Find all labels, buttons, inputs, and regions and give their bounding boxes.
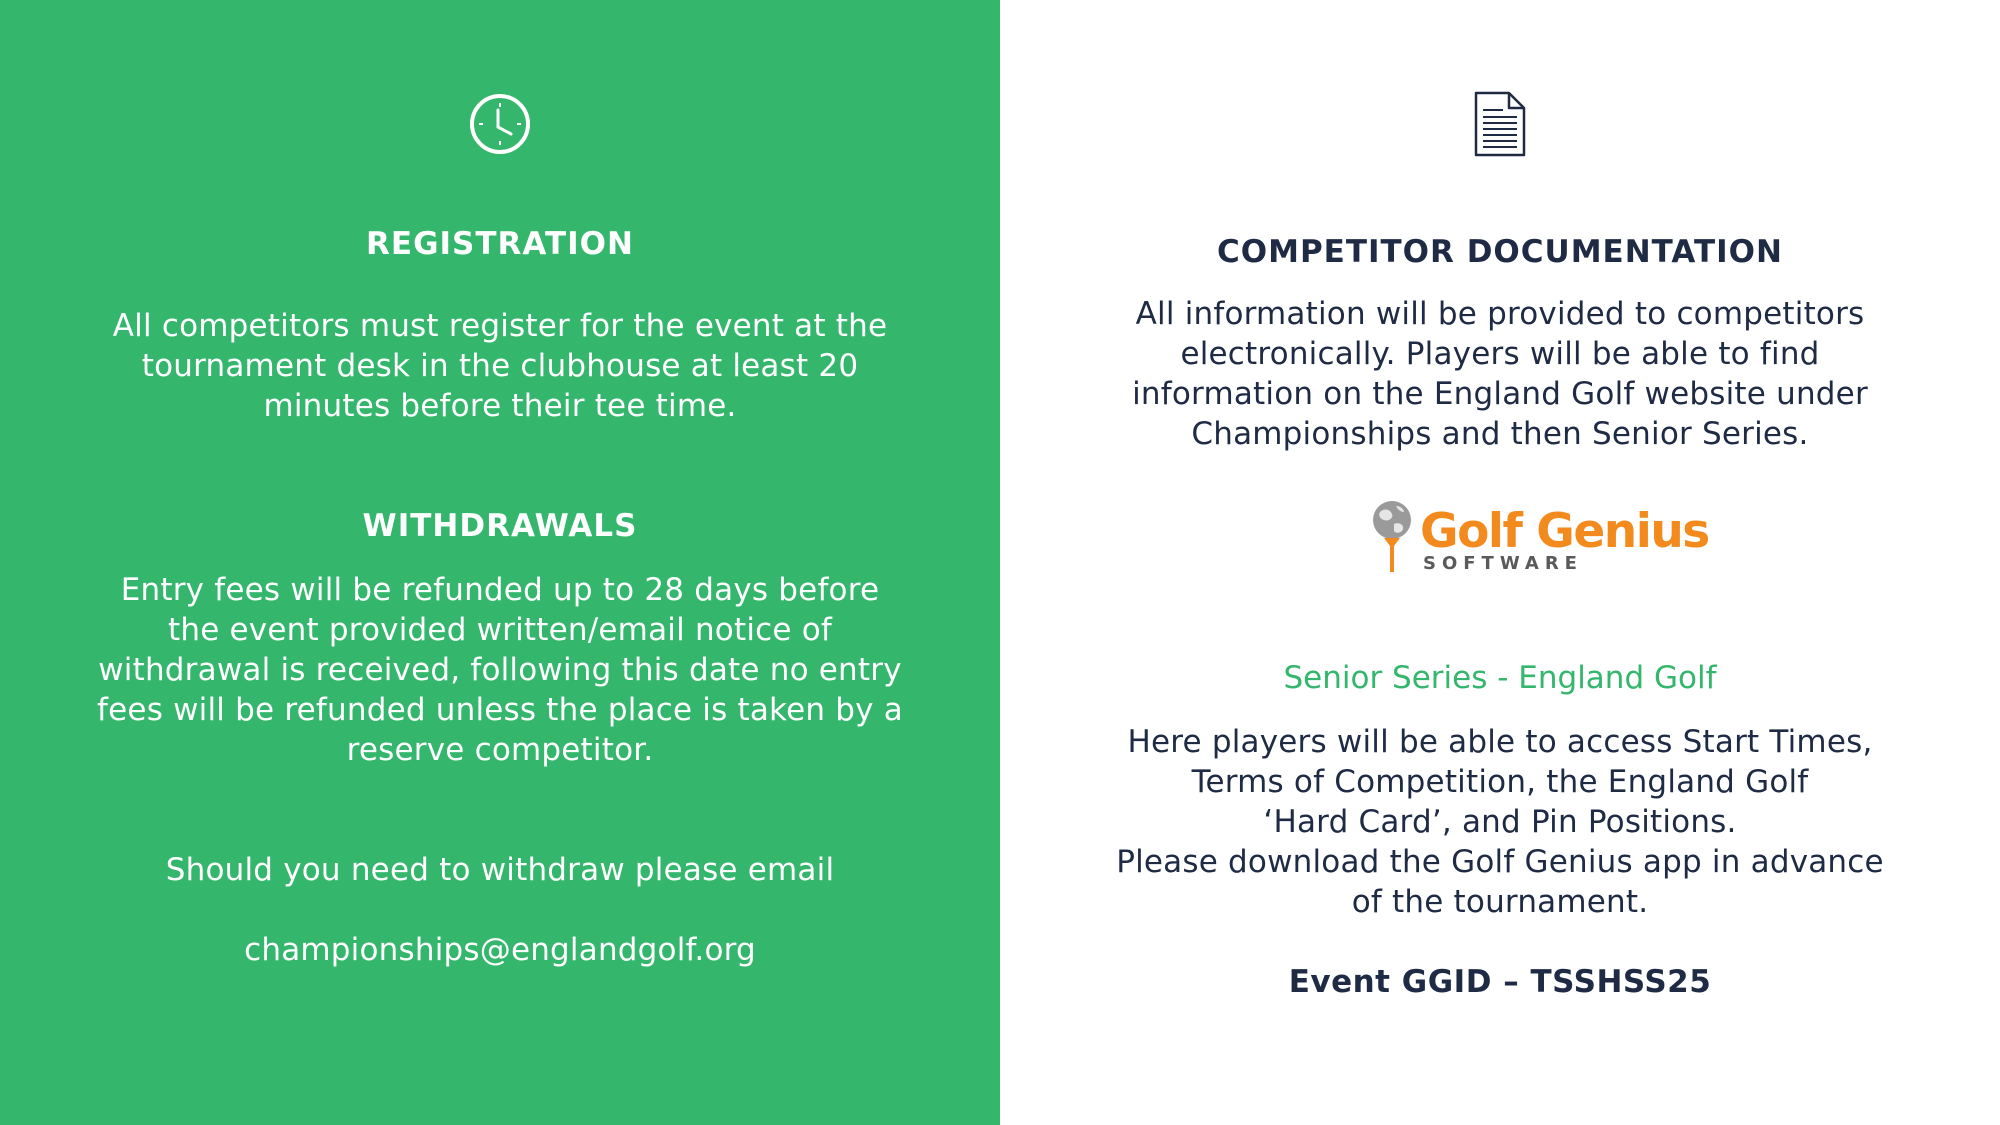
text-line: minutes before their tee time. [263,388,737,424]
text-line: the event provided written/email notice of [168,612,832,648]
text-line: information on the England Golf website under [1132,376,1868,412]
documentation-text [1000,294,2000,454]
text-line: of the tournament. [1351,884,1649,920]
document-icon [1000,90,2000,162]
golf-genius-logo [1370,498,1709,578]
documentation-heading: COMPETITOR DOCUMENTATION [1217,234,1783,270]
golf-ball-tee-icon [1370,498,1414,578]
right-panel [1000,0,2000,1125]
text-line: reserve competitor. [346,732,654,768]
text-line: Here players will be able to access Start Times, [1127,724,1873,760]
withdrawals-heading: WITHDRAWALS [362,508,638,544]
logo-name: Golf Genius [1420,504,1709,559]
text-line: Entry fees will be refunded up to 28 days before [120,572,880,608]
text-line: All information will be provided to competitors [1135,296,1865,332]
text-line: electronically. Players will be able to find [1180,336,1820,372]
text-line: All competitors must register for the event at the [112,308,888,344]
registration-text [0,306,1000,426]
text-line: withdrawal is received, following this date no entry [98,652,902,688]
contact-email-link[interactable]: championships@englandgolf.org [244,932,756,968]
text-line: tournament desk in the clubhouse at least 20 [141,348,859,384]
event-ggid: Event GGID – TSSHSS25 [1288,964,1712,1000]
withdraw-prompt: Should you need to withdraw please email [165,852,835,888]
text-line: ‘Hard Card’, and Pin Positions. [1263,804,1737,840]
clock-icon [0,92,1000,160]
access-text [1000,722,2000,922]
logo-subtitle: SOFTWARE [1423,553,1583,574]
text-line: Terms of Competition, the England Golf [1191,764,1809,800]
withdrawals-text [0,570,1000,770]
text-line: Please download the Golf Genius app in advance [1116,844,1884,880]
text-line: fees will be refunded unless the place is taken by a [97,692,903,728]
text-line: Championships and then Senior Series. [1191,416,1809,452]
senior-series-link[interactable]: Senior Series - England Golf [1283,660,1717,696]
registration-heading: REGISTRATION [366,226,634,262]
